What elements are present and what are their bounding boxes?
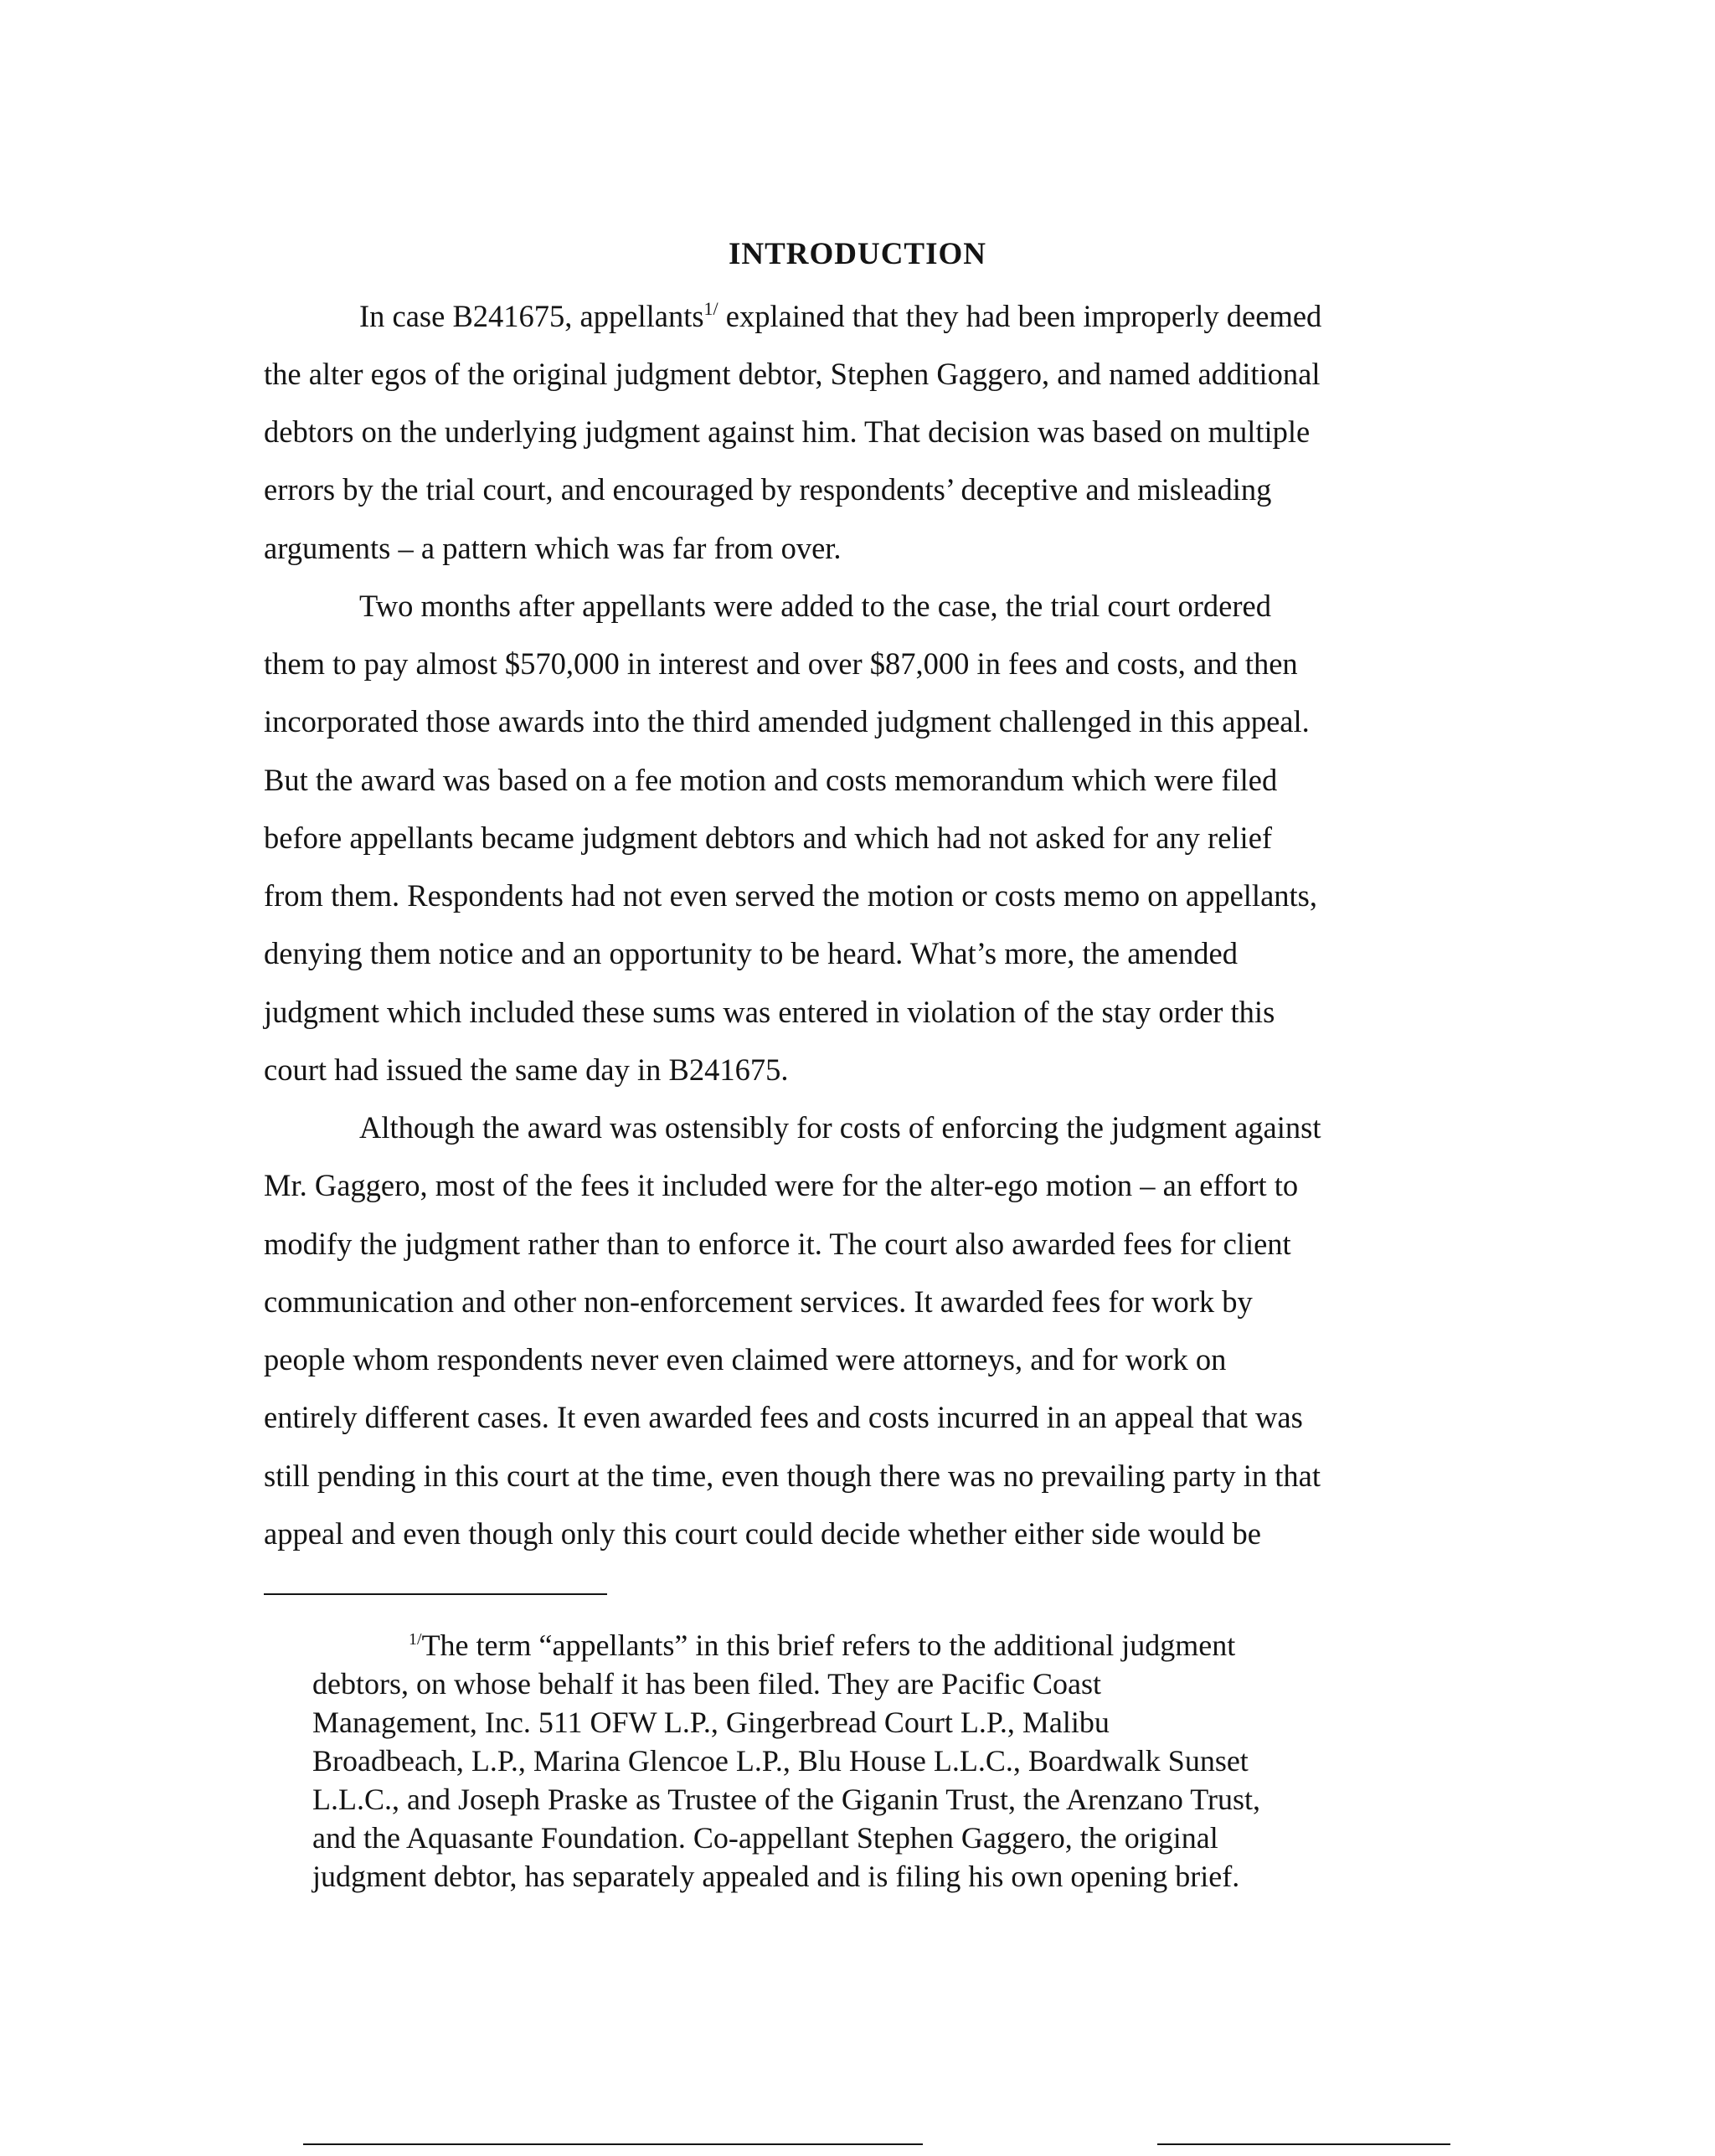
body-line: incorporated those awards into the third amended judgment challenged in this appeal. xyxy=(264,704,1310,738)
body-line: Although the award was ostensibly for costs of enforcing the judgment against xyxy=(359,1110,1321,1145)
body-line: modify the judgment rather than to enforce it. The court also awarded fees for client xyxy=(264,1227,1291,1261)
footnote-line: and the Aquasante Foundation. Co-appellant Stephen Gaggero, the original xyxy=(312,1821,1218,1855)
body-line: Two months after appellants were added to the case, the trial court ordered xyxy=(359,589,1271,623)
footnote-separator xyxy=(264,1593,607,1595)
body-line xyxy=(359,298,1322,333)
footnote-line: Broadbeach, L.P., Marina Glencoe L.P., Blu House L.L.C., Boardwalk Sunset xyxy=(312,1744,1249,1778)
body-line: before appellants became judgment debtors and which had not asked for any relief xyxy=(264,821,1273,855)
body-line: entirely different cases. It even awarded fees and costs incurred in an appeal that was xyxy=(264,1400,1303,1434)
body-line: appeal and even though only this court could decide whether either side would be xyxy=(264,1516,1261,1551)
body-line: communication and other non-enforcement services. It awarded fees for work by xyxy=(264,1284,1253,1319)
body-line-text-before: In case B241675, appellants xyxy=(359,299,704,333)
footnote-mark: 1/ xyxy=(409,1630,422,1649)
body-line: court had issued the same day in B241675. xyxy=(264,1052,789,1087)
body-line: debtors on the underlying judgment against him. That decision was based on multiple xyxy=(264,414,1311,449)
body-line: from them. Respondents had not even served the motion or costs memo on appellants, xyxy=(264,878,1317,913)
body-line: Mr. Gaggero, most of the fees it included were for the alter-ego motion – an effort to xyxy=(264,1168,1299,1202)
footnote-reference[interactable]: 1/ xyxy=(703,298,718,319)
footnote-line xyxy=(409,1630,1235,1660)
body-line: arguments – a pattern which was far from over. xyxy=(264,531,842,565)
footnote-text: The term “appellants” in this brief refers to the additional judgment xyxy=(421,1629,1236,1662)
footnote-line: L.L.C., and Joseph Praske as Trustee of the Giganin Trust, the Arenzano Trust, xyxy=(312,1783,1260,1816)
bottom-rule-left xyxy=(303,2143,923,2145)
footnote-line: judgment debtor, has separately appealed and is filing his own opening brief. xyxy=(312,1860,1240,1893)
footnote-line: Management, Inc. 511 OFW L.P., Gingerbread Court L.P., Malibu xyxy=(312,1706,1110,1739)
body-line: errors by the trial court, and encouraged by respondents’ deceptive and misleading xyxy=(264,472,1272,507)
footnote-line: debtors, on whose behalf it has been filed. They are Pacific Coast xyxy=(312,1667,1102,1701)
body-line: them to pay almost $570,000 in interest and over $87,000 in fees and costs, and then xyxy=(264,646,1298,681)
page-title: INTRODUCTION xyxy=(728,237,987,271)
bottom-rule-right xyxy=(1157,2143,1450,2145)
body-line-text-after: explained that they had been improperly deemed xyxy=(718,299,1322,333)
body-line: denying them notice and an opportunity to be heard. What’s more, the amended xyxy=(264,936,1238,970)
body-line: still pending in this court at the time, even though there was no prevailing party in that xyxy=(264,1459,1321,1493)
body-line: judgment which included these sums was entered in violation of the stay order this xyxy=(264,995,1275,1029)
body-line: the alter egos of the original judgment debtor, Stephen Gaggero, and named additional xyxy=(264,357,1321,391)
body-line: people whom respondents never even claimed were attorneys, and for work on xyxy=(264,1342,1227,1376)
body-line: But the award was based on a fee motion and costs memorandum which were filed xyxy=(264,763,1278,797)
